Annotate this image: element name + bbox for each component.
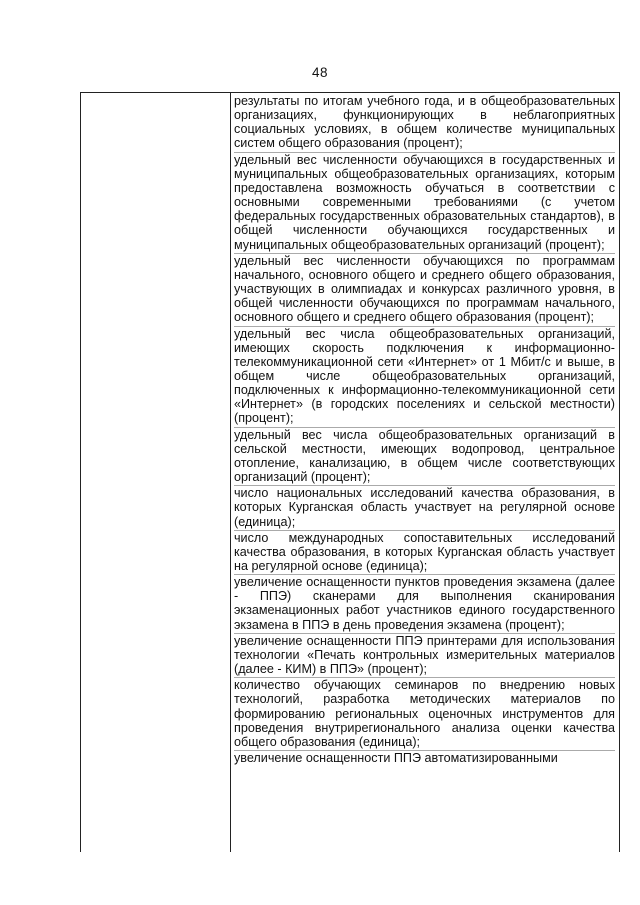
indicator-table — [80, 92, 620, 852]
page-number: 48 — [311, 65, 329, 80]
indicator-item: количество обучающих семинаров по внедрению новых технологий, разработка методических материалов по формированию региональных оценочных инструментов для проведения внутрирегионального анализа оценки качества общего образования (единица); — [234, 678, 615, 751]
indicator-item: результаты по итогам учебного года, и в общеобразовательных организациях, функционирующих в неблагоприятных социальных условиях, в общем количестве муниципальных систем общего образования (процент); — [234, 94, 615, 153]
indicator-item: число национальных исследований качества образования, в которых Курганская область участвует на регулярной основе (единица); — [234, 486, 615, 530]
indicator-item: удельный вес числа общеобразовательных организаций, имеющих скорость подключения к информационно-телекоммуникационной сети «Интернет» от 1 Мбит/с и выше, в общем числе общеобразовательных организаций, подключенных к информационно-телекоммуникационной сети «Интернет» (в городских поселениях и сельской местности) (процент); — [234, 327, 615, 428]
table-right-column — [231, 93, 619, 852]
table-left-column — [81, 93, 231, 852]
indicator-item: увеличение оснащенности пунктов проведения экзамена (далее - ППЭ) сканерами для выполнения сканирования экзаменационных работ участников единого государственного экзамена в ППЭ в день проведения экзамена (процент); — [234, 575, 615, 634]
indicator-item: удельный вес численности обучающихся по программам начального, основного общего и среднего общего образования, участвующих в олимпиадах и конкурсах различного уровня, в общей численности обучающихся по программам начального, основного общего и среднего общего образования (процент); — [234, 254, 615, 327]
indicator-item: увеличение оснащенности ППЭ автоматизированными — [234, 751, 558, 766]
indicator-item: удельный вес численности обучающихся в государственных и муниципальных общеобразовательных организациях, которым предоставлена возможность обучаться в соответствии с основными современными требованиями (с учетом федеральных государственных образовательных стандартов), в общей численности обучающихся государственных и муниципальных общеобразовательных организаций (процент); — [234, 153, 615, 254]
indicator-item: число международных сопоставительных исследований качества образования, в которых Курганская область участвует на регулярной основе (единица); — [234, 531, 615, 575]
indicator-item: увеличение оснащенности ППЭ принтерами для использования технологии «Печать контрольных измерительных материалов (далее - КИМ) в ППЭ» (процент); — [234, 634, 615, 678]
indicator-item: удельный вес числа общеобразовательных организаций в сельской местности, имеющих водопровод, центральное отопление, канализацию, в общем числе соответствующих организаций (процент); — [234, 428, 615, 487]
